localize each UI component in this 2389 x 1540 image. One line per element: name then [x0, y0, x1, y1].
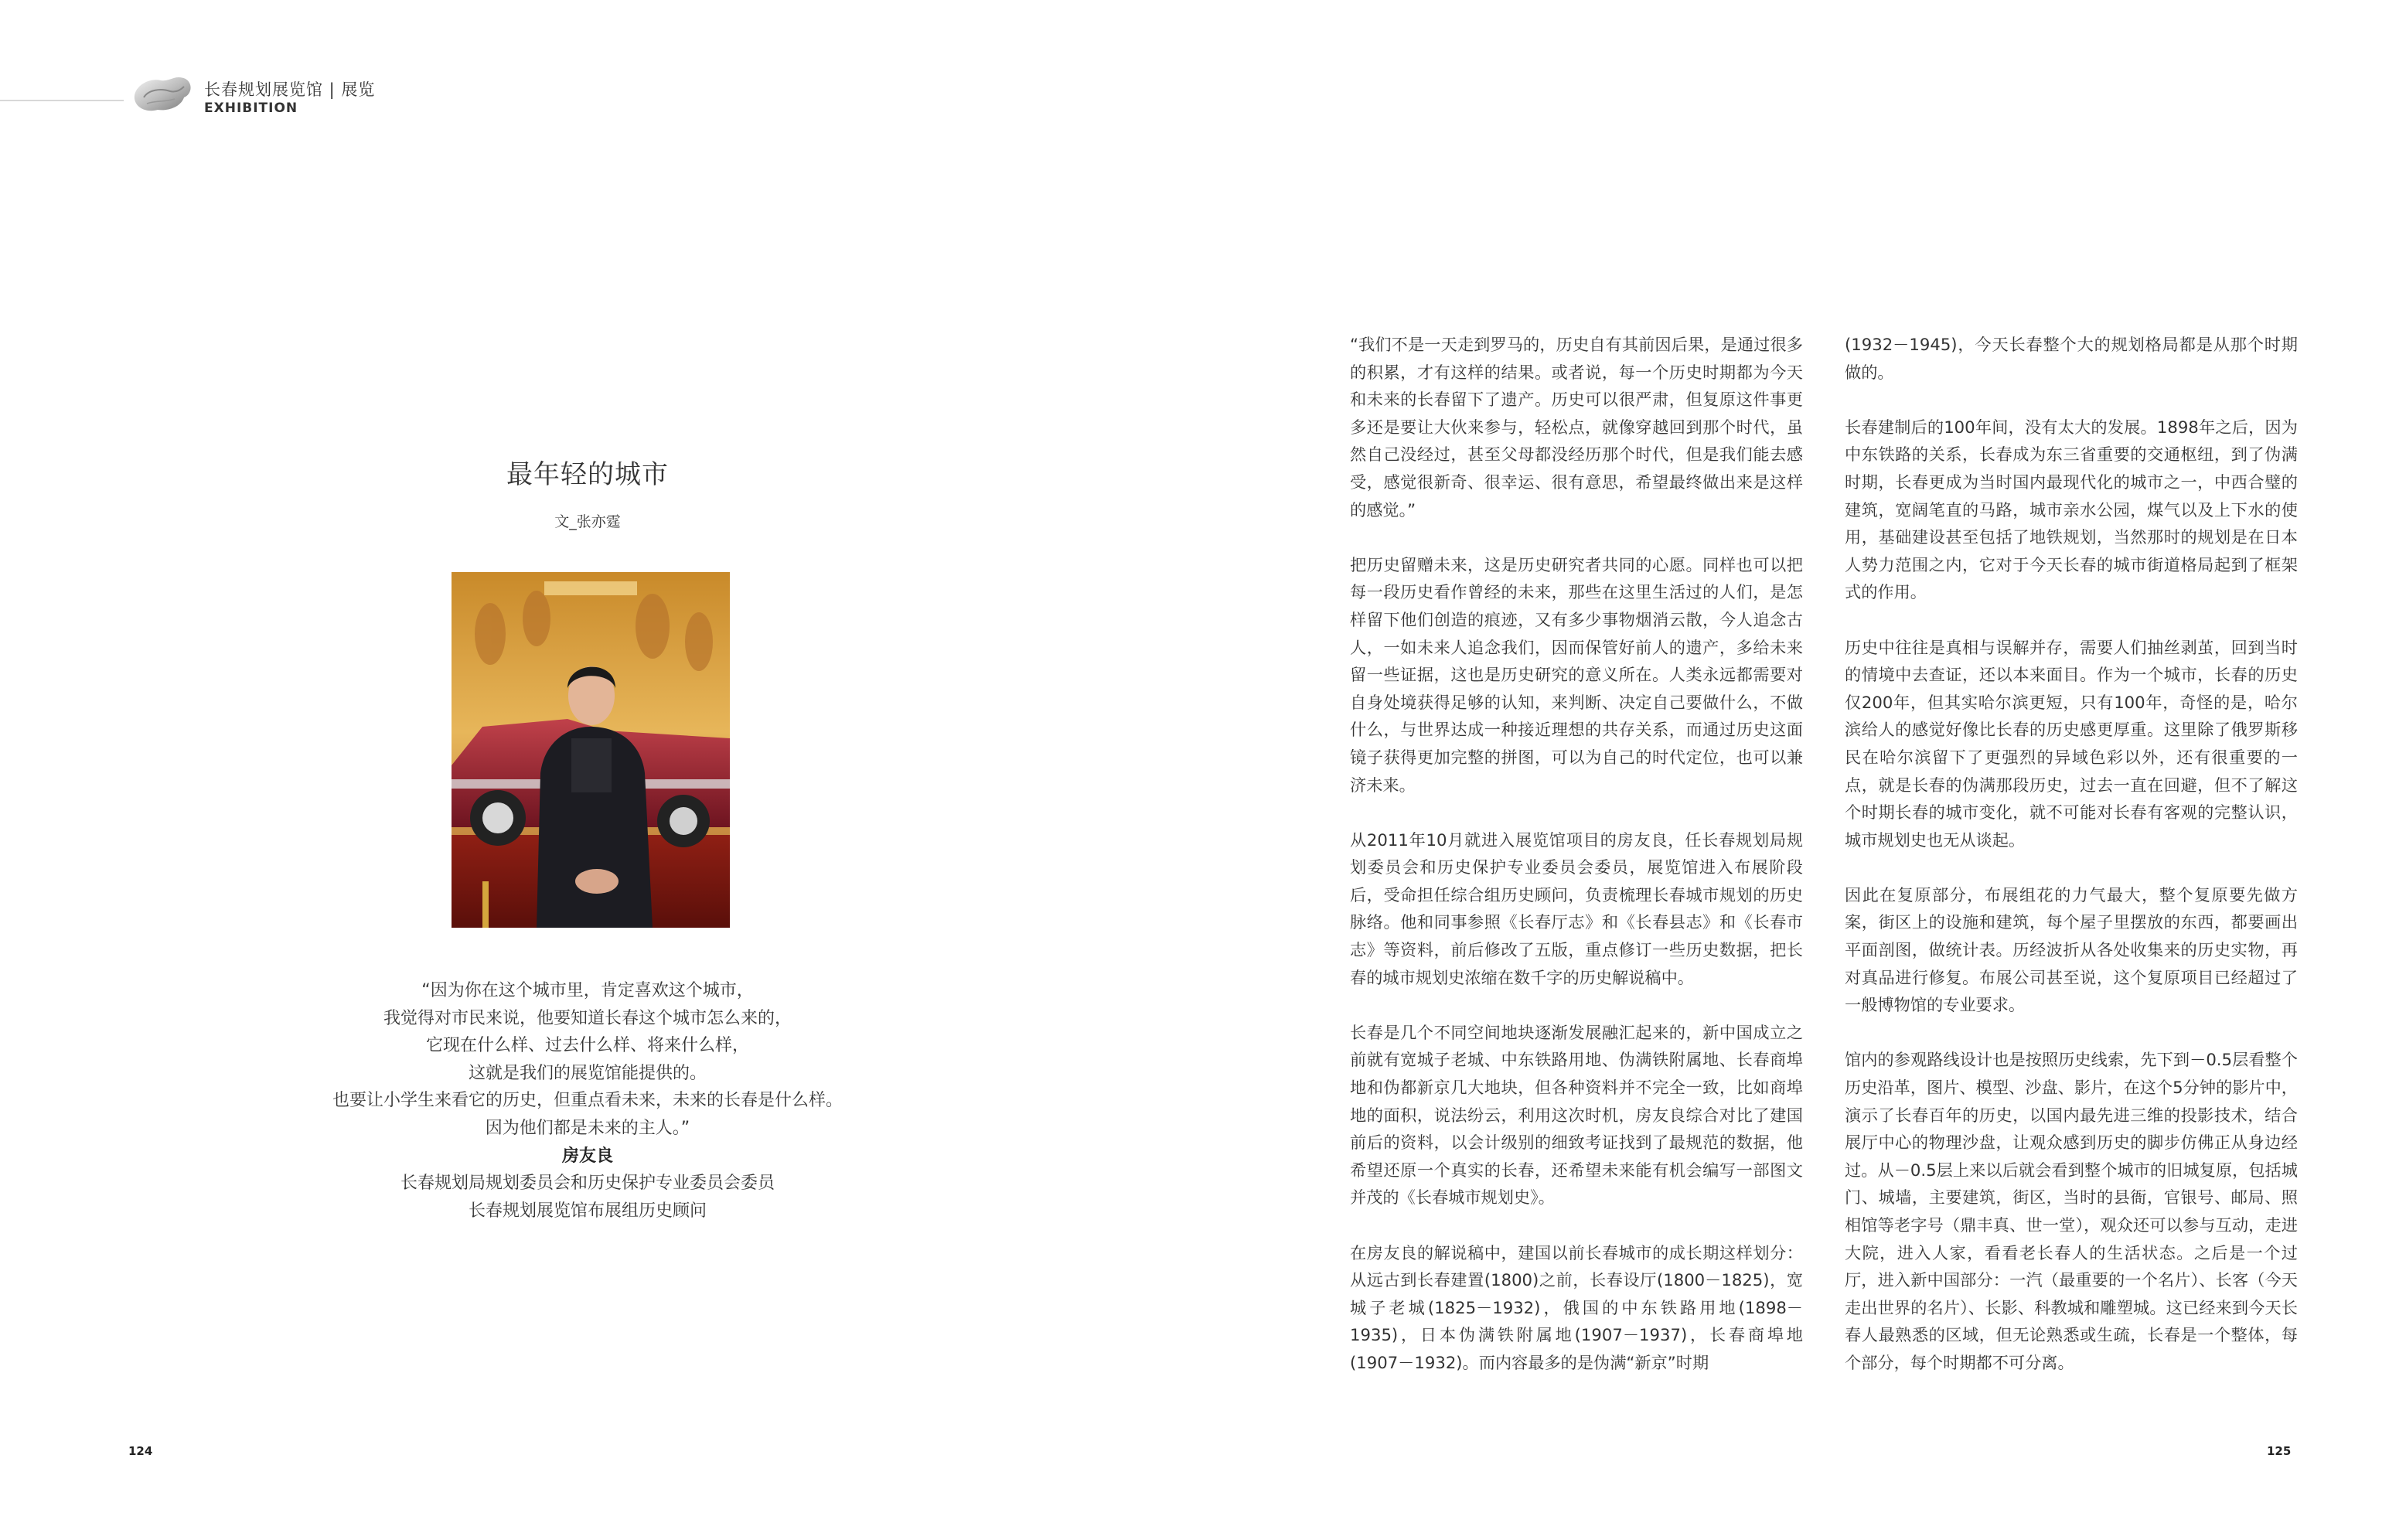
page-number-left: 124	[128, 1444, 153, 1458]
quote-line: 因为他们都是未来的主人。”	[485, 1118, 690, 1138]
paragraph: 把历史留赠未来，这是历史研究者共同的心愿。同样也可以把每一段历史看作曾经的未来，那些在这里生活过的人们，是怎样留下他们创造的痕迹，又有多少事物烟消云散，今人追念古人，一如未来人追念我们，因而保管好前人的遗产，多给未来留一些证据，这也是历史研究的意义所在。人类永远都需要对自身处境获得足够的认知，来判断、决定自己要做什么，不做什么，与世界达成一种接近理想的共存关系，而通过历史这面镜子获得更加完整的拼图，可以为自己的时代定位，也可以兼济未来。	[1350, 554, 1803, 795]
paragraph: 在房友良的解说稿中，建国以前长春城市的成长期这样划分：从远古到长春建置(1800)之前，长春设厅(1800－1825)，宽城子老城(1825－1932)，俄国的中东铁路用地(1898－1935)，日本伪满铁附属地(1907－1937)，长春商埠地(1907－1932)。而内容最多的是伪满“新京”时期	[1350, 1242, 1803, 1372]
paragraph: 长春是几个不同空间地块逐渐发展融汇起来的，新中国成立之前就有宽城子老城、中东铁路用地、伪满铁附属地、长春商埠地和伪都新京几大地块，但各种资料并不完全一致，比如商埠地的面积，说法纷云，利用这次时机，房友良综合对比了建国前后的资料，以会计级别的细致考证找到了最规范的数据，他希望还原一个真实的长春，还希望未来能有机会编写一部图文并茂的《长春城市规划史》。	[1350, 1022, 1803, 1208]
text-column-left	[1350, 331, 1803, 1404]
paragraph: 历史中往往是真相与误解并存，需要人们抽丝剥茧，回到当时的情境中去查证，还以本来面目。作为一个城市，长春的历史仅200年，但其实哈尔滨更短，只有100年，奇怪的是，哈尔滨给人的感觉好像比长春的历史感更厚重。这里除了俄罗斯移民在哈尔滨留下了更强烈的异域色彩以外，还有很重要的一点，就是长春的伪满那段历史，过去一直在回避，但不了解这个时期长春的城市变化，就不可能对长春有客观的完整认识，城市规划史也无从谈起。	[1845, 637, 2298, 850]
speaker-role: 长春规划展览馆布展组历史顾问	[468, 1201, 707, 1221]
paragraph: “我们不是一天走到罗马的，历史自有其前因后果，是通过很多的积累，才有这样的结果。或者说，每一个历史时期都为今天和未来的长春留下了遗产。历史可以很严肃，但复原这件事更多还是要让大伙来参与，轻松点，就像穿越回到那个时代，虽然自己没经过，甚至父母都没经历那个时代，但是我们能去感受，感觉很新奇、很幸运、很有意思，希望最终做出来是这样的感觉。”	[1350, 335, 1803, 520]
quote-line: 也要让小学生来看它的历史，但重点看未来，未来的长春是什么样。	[332, 1091, 843, 1111]
stone-sculpture-logo-icon	[130, 71, 195, 119]
text-column-right	[1845, 331, 2298, 1404]
paragraph: 长春建制后的100年间，没有太大的发展。1898年之后，因为中东铁路的关系，长春成为东三省重要的交通枢纽，到了伪满时期，长春更成为当时国内最现代化的城市之一，中西合璧的建筑，宽阔笔直的马路，城市亲水公园，煤气以及上下水的使用，基础建设甚至包括了地铁规划，当然那时的规划是在日本人势力范围之内，它对于今天长春的城市街道格局起到了框架式的作用。	[1845, 417, 2298, 602]
article-title: 最年轻的城市	[506, 459, 669, 490]
quote-speaker: 房友良	[561, 1146, 613, 1166]
paragraph: 馆内的参观路线设计也是按照历史线索，先下到－0.5层看整个历史沿革，图片、模型、沙盘、影片，在这个5分钟的影片中，演示了长春百年的历史，以国内最先进三维的投影技术，结合展厅中心的物理沙盘，让观众感到历史的脚步仿佛正从身边经过。从－0.5层上来以后就会看到整个城市的旧城复原，包括城门、城墙，主要建筑，街区，当时的县衙，官银号、邮局、照相馆等老字号（鼎丰真、世一堂），观众还可以参与互动，走进大院，进入人家，看看老长春人的生活状态。之后是一个过厅，进入新中国部分：一汽（最重要的一个名片）、长客（今天走出世界的名片）、长影、科教城和雕塑城。这已经来到今天长春人最熟悉的区域，但无论熟悉或生疏，长春是一个整体，每个部分，每个时期都不可分离。	[1845, 1050, 2298, 1372]
paragraph: (1932－1945)，今天长春整个大的规划格局都是从那个时期做的。	[1845, 335, 2298, 382]
quote-line: 这就是我们的展览馆能提供的。	[468, 1063, 707, 1083]
quote-line: 我觉得对市民来说，他要知道长春这个城市怎么来的，	[383, 1008, 792, 1028]
pull-quote	[278, 977, 897, 1225]
quote-line: “因为你在这个城市里，肯定喜欢这个城市，	[421, 981, 754, 1000]
header-divider	[0, 100, 124, 101]
page-number-right: 125	[2267, 1444, 2292, 1458]
header-title: 长春规划展览馆 | 展览	[204, 80, 376, 99]
article-author: 文_张亦霆	[554, 513, 621, 530]
paragraph: 从2011年10月就进入展览馆项目的房友良，任长春规划局规划委员会和历史保护专业委员会委员，展览馆进入布展阶段后，受命担任综合组历史顾问，负责梳理长春城市规划的历史脉络。他和同事参照《长春厅志》和《长春县志》和《长春市志》等资料，前后修改了五版，重点修订一些历史数据，把长春的城市规划史浓缩在数千字的历史解说稿中。	[1350, 830, 1803, 987]
quote-line: 它现在什么样、过去什么样、将来什么样，	[425, 1036, 749, 1056]
portrait-photo	[452, 572, 730, 928]
paragraph: 因此在复原部分，布展组花的力气最大，整个复原要先做方案，街区上的设施和建筑，每个屋子里摆放的东西，都要画出平面剖图，做统计表。历经波折从各处收集来的历史实物，再对真品进行修复。布展公司甚至说，这个复原项目已经超过了一般博物馆的专业要求。	[1845, 884, 2298, 1015]
speaker-role: 长春规划局规划委员会和历史保护专业委员会委员	[400, 1174, 775, 1194]
header-subtitle: EXHIBITION	[204, 101, 298, 116]
